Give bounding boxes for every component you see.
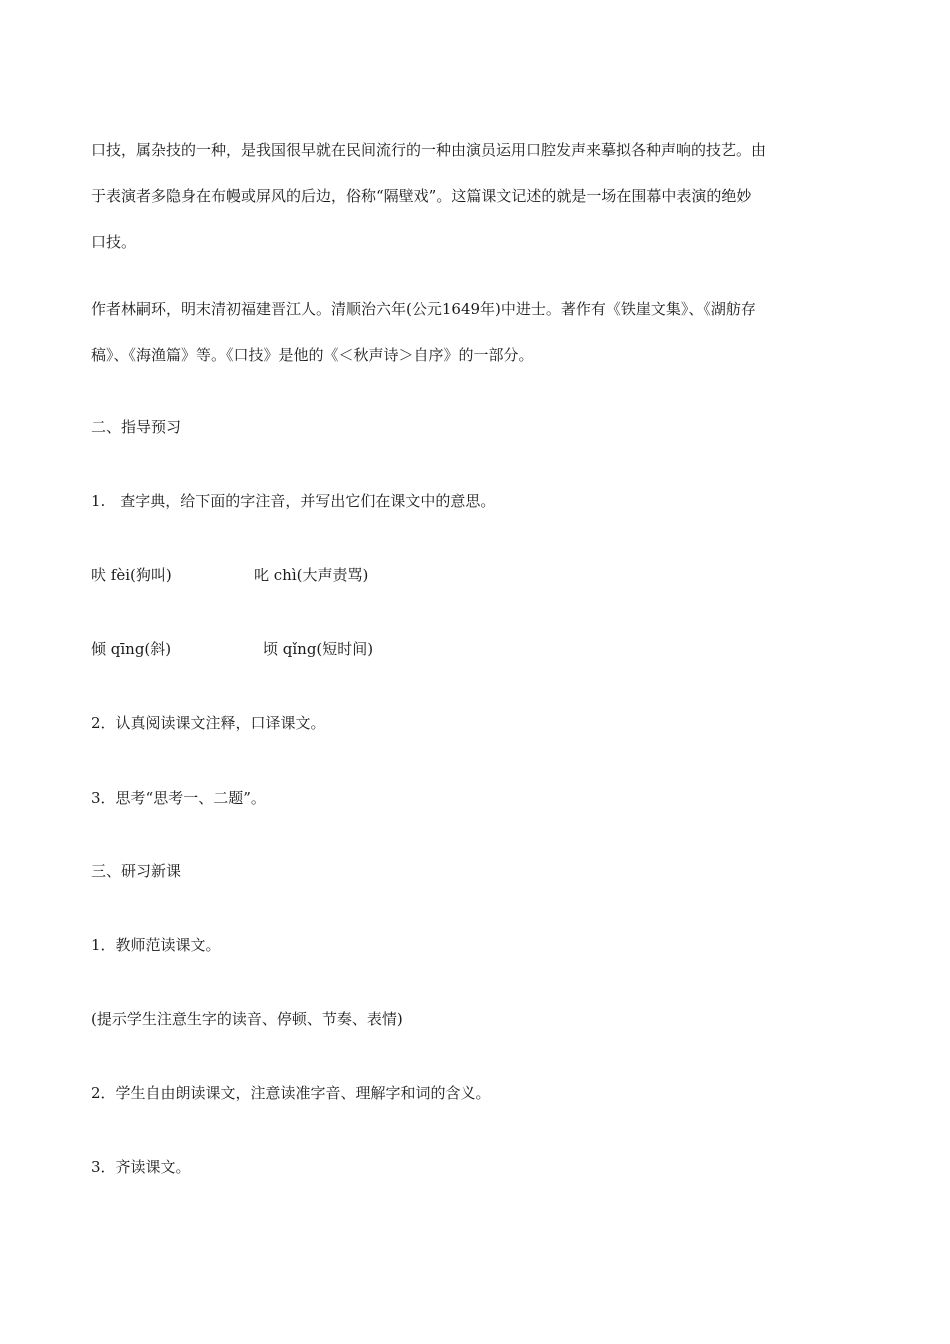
intro-paragraph: [91, 128, 863, 264]
section-3-hint: (提示学生注意生字的读音、停顿、节奏、表情): [91, 1010, 403, 1028]
section-3-item-2: 2．学生自由朗读课文，注意读准字音、理解字和词的含义。: [91, 1084, 491, 1102]
intro-line-3: 口技。: [91, 233, 137, 251]
section-2-item-1: 1. 查字典，给下面的字注音，并写出它们在课文中的意思。: [91, 492, 496, 510]
author-paragraph: [91, 287, 863, 377]
vocab-pair-1: [91, 568, 863, 583]
vocab-pair-2: [91, 642, 863, 657]
vocab-qing-slant: 倾 qīng(斜): [91, 640, 172, 658]
section-2-heading: 二、指导预习: [91, 418, 182, 436]
author-line-1: 作者林嗣环，明末清初福建晋江人。清顺治六年(公元1649年)中进士。著作有《铁崖文集》、《湖舫存: [91, 300, 756, 318]
vocab-qing-moment: 顷 qǐng(短时间): [263, 640, 374, 658]
section-2-item-3: 3．思考“思考一、二题”。: [91, 789, 266, 807]
vocab-chi: 叱 chì(大声责骂): [254, 566, 369, 584]
intro-line-1: 口技，属杂技的一种，是我国很早就在民间流行的一种由演员运用口腔发声来摹拟各种声响的技艺。由: [91, 141, 767, 159]
author-line-2: 稿》、《海渔篇》等。《口技》是他的《＜秋声诗＞自序》的一部分。: [91, 346, 534, 364]
vocab-fei: 吠 fèi(狗叫): [91, 566, 172, 584]
section-3-item-3: 3．齐读课文。: [91, 1158, 191, 1176]
section-2-item-2: 2．认真阅读课文注释，口译课文。: [91, 714, 326, 732]
intro-line-2: 于表演者多隐身在布幔或屏风的后边，俗称“隔壁戏”。这篇课文记述的就是一场在围幕中表演的绝妙: [91, 187, 752, 205]
section-3-item-1: 1．教师范读课文。: [91, 936, 221, 954]
section-3-heading: 三、研习新课: [91, 862, 182, 880]
